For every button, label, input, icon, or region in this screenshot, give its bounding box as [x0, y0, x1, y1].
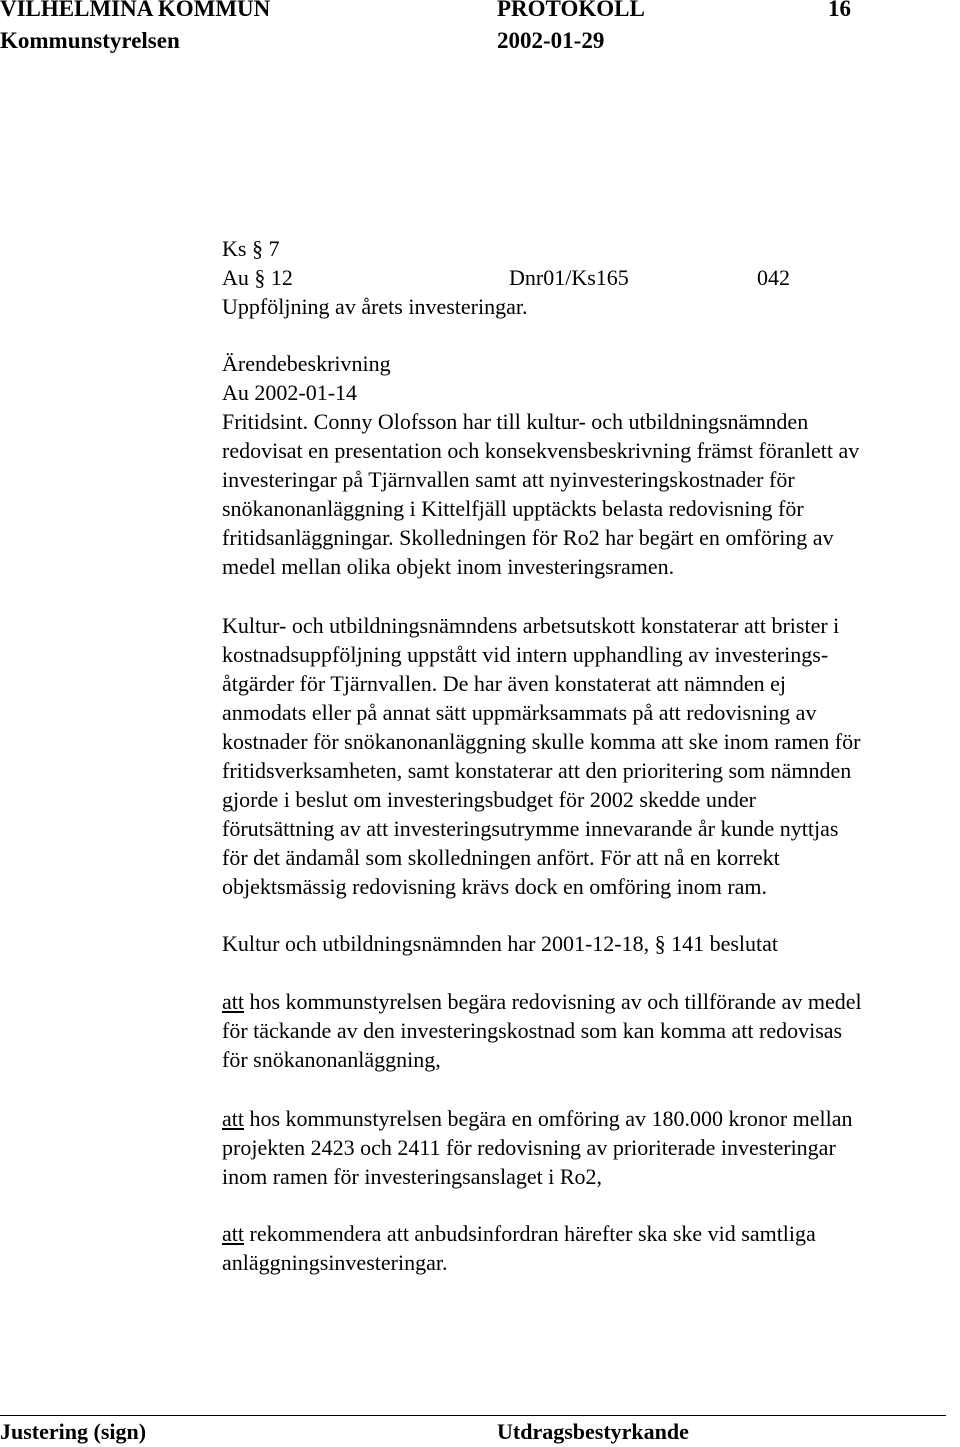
- decision-line: [222, 1104, 853, 1133]
- header-org: VILHELMINA KOMMUN: [0, 0, 271, 21]
- paragraph-line: medel mellan olika objekt inom investeringsramen.: [222, 554, 675, 579]
- paragraph-line: snökanonanläggning i Kittelfjäll upptäckts belasta redovisning för: [222, 496, 804, 521]
- paragraph-line: fritidsverksamheten, samt konstaterar att den prioritering som nämnden: [222, 758, 852, 783]
- paragraph-line: förutsättning av att investeringsutrymme innevarande år kunde nyttjas: [222, 816, 839, 841]
- paragraph-line: objektsmässig redovisning krävs dock en omföring inom ram.: [222, 874, 768, 899]
- decision-line: anläggningsinvesteringar.: [222, 1250, 448, 1275]
- decision-text: hos kommunstyrelsen begära en omföring av 180.000 kronor mellan: [244, 1106, 853, 1131]
- decision-text: hos kommunstyrelsen begära redovisning av och tillförande av medel: [244, 989, 862, 1014]
- paragraph-line: kostnadsuppföljning uppstått vid intern upphandling av investerings-: [222, 642, 829, 667]
- paragraph-line: Kultur- och utbildningsnämndens arbetsutskott konstaterar att brister i: [222, 613, 840, 638]
- certification-label: Utdragsbestyrkande: [497, 1419, 689, 1444]
- header-doc-type: PROTOKOLL: [497, 0, 645, 21]
- au-date: Au 2002-01-14: [222, 380, 358, 405]
- au-reference: Au § 12: [222, 265, 293, 290]
- decision-line: [222, 987, 862, 1016]
- paragraph-line: för det ändamål som skolledningen anfört. För att nå en korrekt: [222, 845, 780, 870]
- paragraph-line: Fritidsint. Conny Olofsson har till kultur- och utbildningsnämnden: [222, 409, 809, 434]
- header-page-number: 16: [828, 0, 851, 21]
- decision-line: projekten 2423 och 2411 för redovisning av prioriterade investeringar: [222, 1135, 836, 1160]
- paragraph-line: gjorde i beslut om investeringsbudget för 2002 skedde under: [222, 787, 757, 812]
- header-body: Kommunstyrelsen: [0, 28, 180, 53]
- archive-code: 042: [757, 265, 790, 290]
- footer-rule: [0, 1415, 946, 1416]
- diary-number: Dnr01/Ks165: [509, 265, 629, 290]
- att-marker: att: [222, 1106, 244, 1131]
- case-heading: Ärendebeskrivning: [222, 351, 391, 376]
- paragraph-line: investeringar på Tjärnvallen samt att nyinvesteringskostnader för: [222, 467, 795, 492]
- signature-label: Justering (sign): [0, 1419, 147, 1444]
- ks-reference: Ks § 7: [222, 236, 280, 261]
- decision-line: för snökanonanläggning,: [222, 1047, 441, 1072]
- paragraph-line: fritidsanläggningar. Skolledningen för Ro2 har begärt en omföring av: [222, 525, 834, 550]
- decision-text: rekommendera att anbudsinfordran härefter ska ske vid samtliga: [244, 1221, 816, 1246]
- att-marker: att: [222, 1221, 244, 1246]
- case-title: Uppföljning av årets investeringar.: [222, 294, 528, 319]
- decision-intro: Kultur och utbildningsnämnden har 2001-12-18, § 141 beslutat: [222, 931, 779, 956]
- paragraph-line: redovisat en presentation och konsekvensbeskrivning främst föranlett av: [222, 438, 860, 463]
- paragraph-line: anmodats eller på annat sätt uppmärksammats på att redovisning av: [222, 700, 817, 725]
- decision-line: för täckande av den investeringskostnad som kan komma att redovisas: [222, 1018, 843, 1043]
- att-marker: att: [222, 989, 244, 1014]
- header-date: 2002-01-29: [497, 28, 605, 53]
- paragraph-line: kostnader för snökanonanläggning skulle komma att ske inom ramen för: [222, 729, 861, 754]
- paragraph-line: åtgärder för Tjärnvallen. De har även konstaterat att nämnden ej: [222, 671, 787, 696]
- decision-line: inom ramen för investeringsanslaget i Ro2,: [222, 1164, 603, 1189]
- decision-line: [222, 1219, 816, 1248]
